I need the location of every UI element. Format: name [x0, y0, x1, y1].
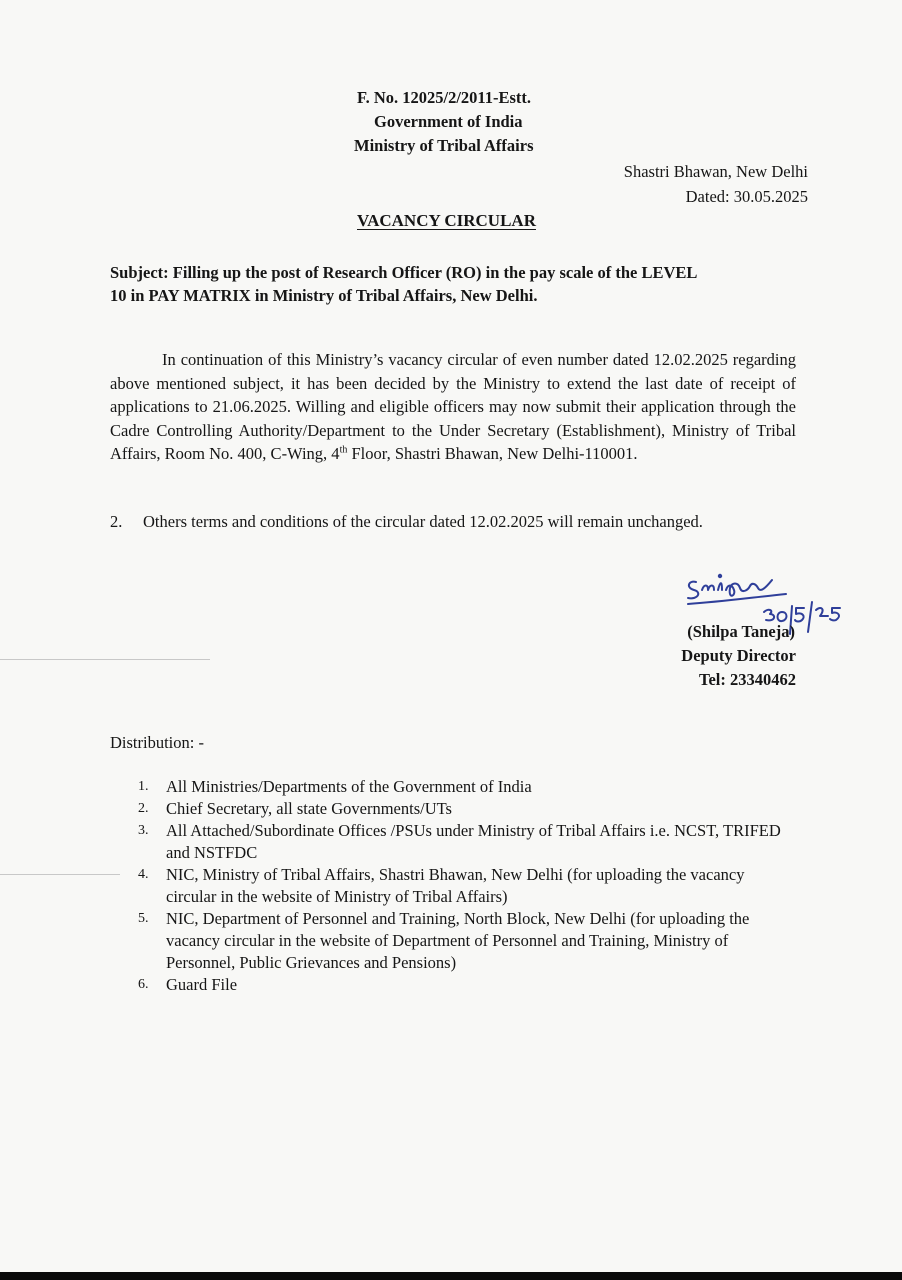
- scan-artifact-line: [0, 659, 210, 660]
- list-item: 3. All Attached/Subordinate Offices /PSUs under Ministry of Tribal Affairs i.e. NCST, TRIFED and NSTFDC: [138, 821, 781, 862]
- file-number: F. No. 12025/2/2011-Estt.: [357, 88, 532, 107]
- paragraph-2-text: Others terms and conditions of the circular dated 12.02.2025 will remain unchanged.: [143, 512, 703, 531]
- distribution-list: [138, 776, 798, 996]
- floor-superscript: th: [339, 444, 348, 456]
- scan-artifact-line: [0, 874, 120, 875]
- subject-line-1: Subject: Filling up the post of Research Officer (RO) in the pay scale of the LEVEL: [110, 263, 698, 282]
- signatory-designation: Deputy Director: [681, 646, 796, 665]
- list-item: 6. Guard File: [138, 975, 238, 994]
- signatory-name: (Shilpa Taneja): [687, 622, 795, 641]
- list-item: 5. NIC, Department of Personnel and Training, North Block, New Delhi (for uploading the vacancy circular in the website of Department of Personnel and Training, Ministry of Personnel, Public Grievances and Pensions): [138, 909, 750, 972]
- bottom-edge-bar: [0, 1272, 902, 1280]
- ministry-heading: Ministry of Tribal Affairs: [354, 136, 534, 155]
- government-heading: Government of India: [374, 112, 523, 131]
- paragraph-2-number: 2.: [110, 512, 123, 531]
- date-line: Dated: 30.05.2025: [685, 187, 808, 206]
- paragraph-text: In continuation of this Ministry’s vacancy circular of even number dated 12.02.2025 regarding above mentioned subject, it has been decided by the Ministry to extend the last date of receipt of applications to 21.06.2025. Willing and eligible officers may now submit their application through the Cadre Controlling Authority/Department to the Under Secretary (Establishment), Ministry of Tribal Affairs, Room No. 400, C-Wing, 4: [110, 350, 796, 463]
- circular-title: VACANCY CIRCULAR: [357, 211, 536, 230]
- list-item: 2. Chief Secretary, all state Governments/UTs: [138, 799, 452, 818]
- list-item: 4. NIC, Ministry of Tribal Affairs, Shastri Bhawan, New Delhi (for uploading the vacancy circular in the website of Ministry of Tribal Affairs): [138, 865, 745, 906]
- subject-line-2: 10 in PAY MATRIX in Ministry of Tribal Affairs, New Delhi.: [110, 286, 538, 305]
- signatory-tel: Tel: 23340462: [698, 670, 796, 689]
- place-line: Shastri Bhawan, New Delhi: [623, 162, 808, 181]
- distribution-heading: Distribution: -: [110, 733, 204, 752]
- paragraph-text-end: Floor, Shastri Bhawan, New Delhi-110001.: [347, 444, 638, 463]
- list-item: 1. All Ministries/Departments of the Government of India: [138, 777, 532, 796]
- main-paragraph: [110, 348, 796, 466]
- subject-block: [110, 261, 800, 307]
